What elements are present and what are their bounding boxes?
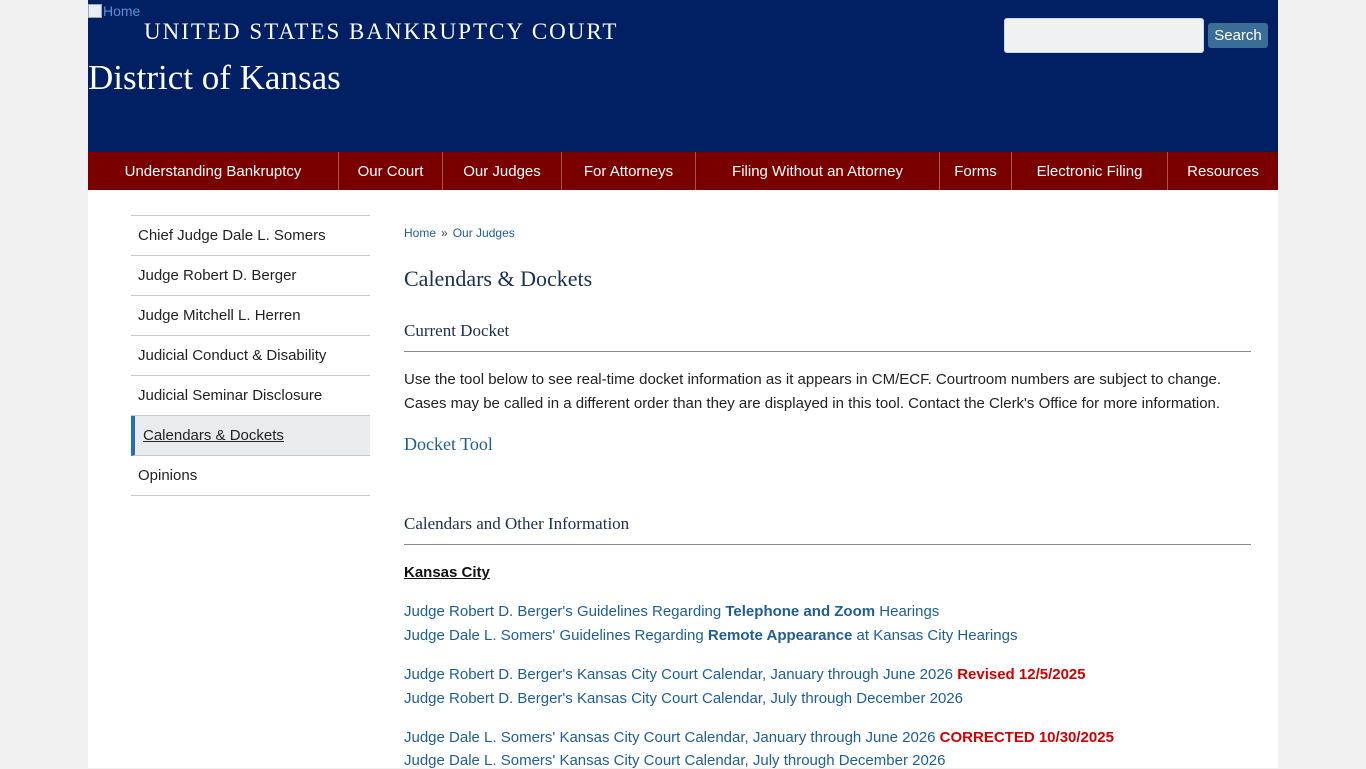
nav-for-attorneys[interactable]: For Attorneys <box>562 152 696 190</box>
link-text: Judge Dale L. Somers' Kansas City Court Calendar, January through June 2026 <box>404 729 940 746</box>
link-text: Judge Robert D. Berger's Guidelines Regarding <box>404 603 726 620</box>
link-text: Judge Robert D. Berger's Kansas City Court Calendar, January through June 2026 <box>404 666 958 683</box>
sidebar-item-judge-berger[interactable]: Judge Robert D. Berger <box>131 256 370 296</box>
link-text: Hearings <box>875 603 940 620</box>
district-name: District of Kansas <box>88 58 341 97</box>
sidebar-item-judicial-conduct[interactable]: Judicial Conduct & Disability <box>131 336 370 376</box>
berger-remote-guidelines-link[interactable] <box>404 603 939 620</box>
somers-calendar-jan-jun-link[interactable] <box>404 729 1114 746</box>
current-docket-heading: Current Docket <box>404 321 1251 352</box>
nav-our-judges[interactable]: Our Judges <box>443 152 562 190</box>
link-text: at Kansas City Hearings <box>852 627 1018 644</box>
sidebar-item-seminar-disclosure[interactable]: Judicial Seminar Disclosure <box>131 376 370 416</box>
docket-description <box>404 368 1251 416</box>
court-name: UNITED STATES BANKRUPTCY COURT <box>144 19 619 44</box>
link-text: Judge Dale L. Somers' Guidelines Regarding <box>404 627 708 644</box>
nav-understanding-bankruptcy[interactable]: Understanding Bankruptcy <box>88 152 339 190</box>
page-title: Calendars & Dockets <box>404 266 593 291</box>
broken-image-icon <box>88 4 102 18</box>
site-header <box>88 0 1278 152</box>
main-content <box>404 224 1251 769</box>
nav-electronic-filing[interactable]: Electronic Filing <box>1012 152 1168 190</box>
location-kansas-city: Kansas City <box>404 564 490 581</box>
nav-our-court[interactable]: Our Court <box>339 152 443 190</box>
nav-filing-without-attorney[interactable]: Filing Without an Attorney <box>696 152 940 190</box>
link-emphasis: Remote Appearance <box>707 627 853 644</box>
docket-tool-link[interactable]: Docket Tool <box>404 434 493 454</box>
nav-resources[interactable]: Resources <box>1187 162 1259 180</box>
nav-forms[interactable]: Forms <box>940 152 1012 190</box>
sidebar-item-judge-herren[interactable]: Judge Mitchell L. Herren <box>131 296 370 336</box>
revised-badge: Revised 12/5/2025 <box>957 666 1086 683</box>
somers-remote-guidelines-link[interactable] <box>404 627 1017 644</box>
page <box>88 0 1278 768</box>
home-logo-link[interactable] <box>88 3 140 19</box>
sidebar-item-opinions[interactable]: Opinions <box>131 456 370 496</box>
sidebar-item-chief-judge-somers[interactable]: Chief Judge Dale L. Somers <box>131 216 370 256</box>
link-text: Judge Dale L. Somers' Kansas City Court Calendar, July through December 2026 <box>404 752 946 769</box>
search-button[interactable]: Search <box>1208 23 1268 48</box>
sidebar-item-calendars-dockets[interactable]: Calendars & Dockets <box>131 416 370 456</box>
calendars-heading: Calendars and Other Information <box>404 514 1251 545</box>
breadcrumb-home[interactable]: Home <box>404 226 437 240</box>
berger-calendar-jan-jun-link[interactable] <box>404 666 1086 683</box>
breadcrumb-our-judges[interactable]: Our Judges <box>452 226 515 240</box>
corrected-badge: CORRECTED 10/30/2025 <box>939 729 1114 746</box>
sidebar-menu <box>131 215 370 496</box>
somers-calendar-jul-dec-link[interactable] <box>404 752 945 769</box>
breadcrumb-separator: » <box>441 226 448 240</box>
home-alt-text: Home <box>103 3 141 19</box>
main-nav <box>88 152 1278 190</box>
docket-description-line-1: Use the tool below to see real-time docket information as it appears in CM/ECF. Courtroom numbers are subject to change. <box>404 371 1222 388</box>
breadcrumb <box>404 224 1251 242</box>
berger-calendar-jul-dec-link[interactable] <box>404 690 963 707</box>
link-emphasis: Telephone and Zoom <box>725 603 876 620</box>
search-input[interactable] <box>1004 18 1204 53</box>
docket-description-line-2: Cases may be called in a different order than they are displayed in this tool. Contact the Clerk's Office for more information. <box>404 395 1221 412</box>
link-text: Judge Robert D. Berger's Kansas City Court Calendar, July through December 2026 <box>404 690 963 707</box>
